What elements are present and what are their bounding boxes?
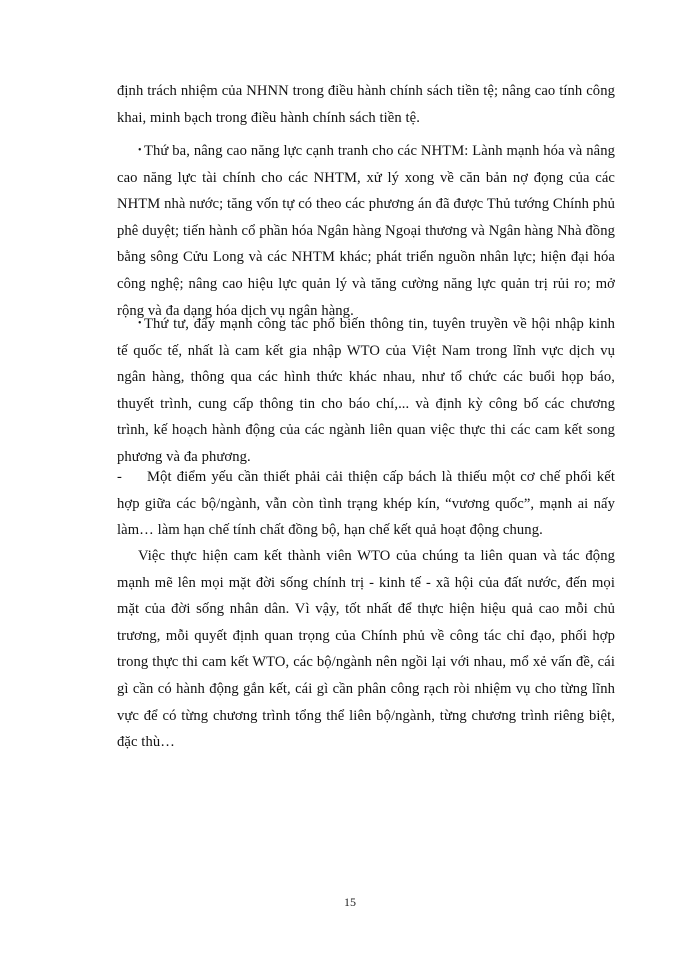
bullet-text: Thứ tư, đẩy mạnh công tác phổ biến thông tin, tuyên truyền về hội nhập kinh tế quốc tế, nhất là cam kết gia nhập WTO của Việt Nam trong lĩnh vực dịch vụ ngân hàng, thông qua các hình thức khác nhau, như tổ chức các buổi họp báo, thuyết trình, cung cấp thông tin cho báo chí,... và định kỳ công bố các chương trình, kế hoạch hành động của các ngành liên quan việc thực thi các cam kết song phương và đa phương. <box>117 316 615 465</box>
bullet-item-thu-ba <box>117 138 615 324</box>
page-number: 15 <box>344 895 356 909</box>
paragraph-text: định trách nhiệm của NHNN trong điều hành chính sách tiền tệ; nâng cao tính công khai, minh bạch trong điều hành chính sách tiền tệ. <box>117 83 615 126</box>
bullet-item-thu-tu <box>117 311 615 471</box>
bullet-text: Thứ ba, nâng cao năng lực cạnh tranh cho các NHTM: Lành mạnh hóa và nâng cao năng lực tài chính cho các NHTM, xử lý xong về căn bản nợ đọng của các NHTM nhà nước; tăng vốn tự có theo các phương án đã được Thủ tướng Chính phủ phê duyệt; tiến hành cổ phần hóa Ngân hàng Ngoại thương và Ngân hàng Nhà đồng bằng sông Cửu Long và các NHTM khác; phát triển nguồn nhân lực; hiện đại hóa công nghệ; nâng cao hiệu lực quản lý và tăng cường năng lực quản trị rủi ro; mở rộng và đa dạng hóa dịch vụ ngân hàng. <box>117 143 615 319</box>
dash-item <box>117 464 615 544</box>
continuation-paragraph <box>117 78 615 131</box>
dash-text: Một điểm yếu cần thiết phải cải thiện cấp bách là thiếu một cơ chế phối kết hợp giữa các bộ/ngành, vẫn còn tình trạng khép kín, “vương quốc”, mạnh ai nấy làm… làm hạn chế tính chất đồng bộ, hạn chế kết quả hoạt động chung. <box>117 469 615 539</box>
paragraph-text: Việc thực hiện cam kết thành viên WTO của chúng ta liên quan và tác động mạnh mẽ lên mọi mặt đời sống chính trị - kinh tế - xã hội của đất nước, đến mọi mặt của đời sống nhân dân. Vì vậy, tốt nhất để thực hiện hiệu quả cao mỗi chủ trương, mỗi quyết định quan trọng của Chính phủ về công tác chỉ đạo, phối hợp trong thực thi cam kết WTO, các bộ/ngành nên ngồi lại với nhau, mổ xẻ vấn đề, cái gì cần có hành động gắn kết, cái gì cần phân công rạch ròi nhiệm vụ cho từng lĩnh vực để có từng chương trình tổng thể liên bộ/ngành, từng chương trình riêng biệt, đặc thù… <box>117 548 615 751</box>
bullet-marker: • <box>138 145 142 156</box>
dash-marker: - <box>117 469 122 485</box>
bullet-marker: • <box>138 318 142 329</box>
body-paragraph <box>117 543 615 756</box>
